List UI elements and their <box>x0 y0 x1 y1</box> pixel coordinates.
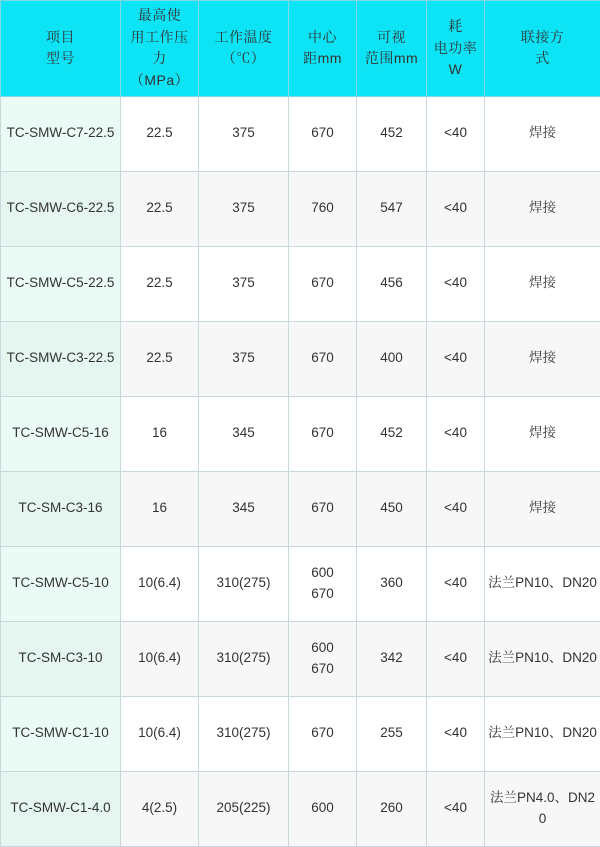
header-line: 用工作压力 <box>124 27 195 70</box>
cell-center-distance: 760 <box>289 171 357 246</box>
column-header-center-distance <box>289 1 357 97</box>
cell-power: <40 <box>427 546 485 621</box>
cell-model: TC-SMW-C5-10 <box>1 546 121 621</box>
cell-temperature: 375 <box>199 246 289 321</box>
table-header <box>1 1 600 97</box>
table-row <box>1 771 600 846</box>
cell-connection: 法兰PN10、DN20 <box>485 696 600 771</box>
cell-visible-range: 456 <box>357 246 427 321</box>
cell-power: <40 <box>427 771 485 846</box>
column-header-connection <box>485 1 600 97</box>
cell-power: <40 <box>427 321 485 396</box>
header-line: 距mm <box>292 48 353 70</box>
header-line: 范围mm <box>360 48 423 70</box>
cell-pressure: 4(2.5) <box>121 771 199 846</box>
cell-pressure: 22.5 <box>121 171 199 246</box>
cell-power: <40 <box>427 621 485 696</box>
cell-visible-range: 450 <box>357 471 427 546</box>
table-row <box>1 321 600 396</box>
cell-temperature: 375 <box>199 321 289 396</box>
cell-pressure: 10(6.4) <box>121 621 199 696</box>
cell-model: TC-SM-C3-10 <box>1 621 121 696</box>
header-line: 工作温度 <box>202 27 285 49</box>
cell-visible-range: 360 <box>357 546 427 621</box>
cell-center-distance: 670 <box>289 246 357 321</box>
cell-center-distance: 600 670 <box>289 621 357 696</box>
cell-pressure: 10(6.4) <box>121 696 199 771</box>
cell-center-distance: 670 <box>289 321 357 396</box>
column-header-temperature <box>199 1 289 97</box>
table-row <box>1 471 600 546</box>
cell-connection: 法兰PN10、DN20 <box>485 546 600 621</box>
cell-connection: 焊接 <box>485 171 600 246</box>
header-line: （MPa） <box>124 70 195 92</box>
cell-center-distance: 600 <box>289 771 357 846</box>
cell-temperature: 345 <box>199 471 289 546</box>
column-header-power <box>427 1 485 97</box>
column-header-visible-range <box>357 1 427 97</box>
column-header-model <box>1 1 121 97</box>
header-line: 式 <box>488 48 597 70</box>
cell-model: TC-SMW-C5-22.5 <box>1 246 121 321</box>
cell-temperature: 375 <box>199 171 289 246</box>
header-line: W <box>430 59 481 81</box>
cell-model: TC-SM-C3-16 <box>1 471 121 546</box>
table-row <box>1 546 600 621</box>
cell-power: <40 <box>427 471 485 546</box>
cell-temperature: 345 <box>199 396 289 471</box>
cell-temperature: 205(225) <box>199 771 289 846</box>
table-row <box>1 696 600 771</box>
cell-pressure: 22.5 <box>121 96 199 171</box>
table-row <box>1 171 600 246</box>
table-row <box>1 621 600 696</box>
cell-connection: 焊接 <box>485 396 600 471</box>
cell-visible-range: 255 <box>357 696 427 771</box>
cell-pressure: 22.5 <box>121 321 199 396</box>
cell-center-distance: 670 <box>289 96 357 171</box>
cell-model: TC-SMW-C7-22.5 <box>1 96 121 171</box>
cell-model: TC-SMW-C1-10 <box>1 696 121 771</box>
cell-visible-range: 452 <box>357 96 427 171</box>
cell-connection: 焊接 <box>485 96 600 171</box>
header-line: 可视 <box>360 27 423 49</box>
cell-model: TC-SMW-C6-22.5 <box>1 171 121 246</box>
table-row <box>1 246 600 321</box>
header-row <box>1 1 600 97</box>
header-line: （℃） <box>202 48 285 70</box>
cell-connection: 焊接 <box>485 246 600 321</box>
header-line: 耗 <box>430 16 481 38</box>
cell-connection: 法兰PN10、DN20 <box>485 621 600 696</box>
column-header-pressure <box>121 1 199 97</box>
cell-pressure: 10(6.4) <box>121 546 199 621</box>
cell-connection: 焊接 <box>485 471 600 546</box>
cell-temperature: 310(275) <box>199 621 289 696</box>
cell-pressure: 16 <box>121 471 199 546</box>
header-line: 型号 <box>4 48 117 70</box>
cell-visible-range: 547 <box>357 171 427 246</box>
header-line: 中心 <box>292 27 353 49</box>
cell-power: <40 <box>427 96 485 171</box>
cell-visible-range: 260 <box>357 771 427 846</box>
table-row <box>1 396 600 471</box>
cell-center-distance: 670 <box>289 396 357 471</box>
cell-power: <40 <box>427 396 485 471</box>
cell-visible-range: 452 <box>357 396 427 471</box>
cell-connection: 法兰PN4.0、DN20 <box>485 771 600 846</box>
cell-center-distance: 670 <box>289 471 357 546</box>
cell-connection: 焊接 <box>485 321 600 396</box>
cell-model: TC-SMW-C5-16 <box>1 396 121 471</box>
header-line: 电功率 <box>430 38 481 60</box>
cell-temperature: 310(275) <box>199 546 289 621</box>
table-row <box>1 96 600 171</box>
cell-pressure: 16 <box>121 396 199 471</box>
header-line: 联接方 <box>488 27 597 49</box>
cell-temperature: 375 <box>199 96 289 171</box>
cell-pressure: 22.5 <box>121 246 199 321</box>
header-line: 最高使 <box>124 5 195 27</box>
cell-temperature: 310(275) <box>199 696 289 771</box>
header-line: 项目 <box>4 27 117 49</box>
cell-power: <40 <box>427 171 485 246</box>
cell-model: TC-SMW-C1-4.0 <box>1 771 121 846</box>
cell-power: <40 <box>427 246 485 321</box>
cell-visible-range: 400 <box>357 321 427 396</box>
cell-center-distance: 600 670 <box>289 546 357 621</box>
cell-center-distance: 670 <box>289 696 357 771</box>
cell-visible-range: 342 <box>357 621 427 696</box>
cell-model: TC-SMW-C3-22.5 <box>1 321 121 396</box>
table-body <box>1 96 600 846</box>
cell-power: <40 <box>427 696 485 771</box>
